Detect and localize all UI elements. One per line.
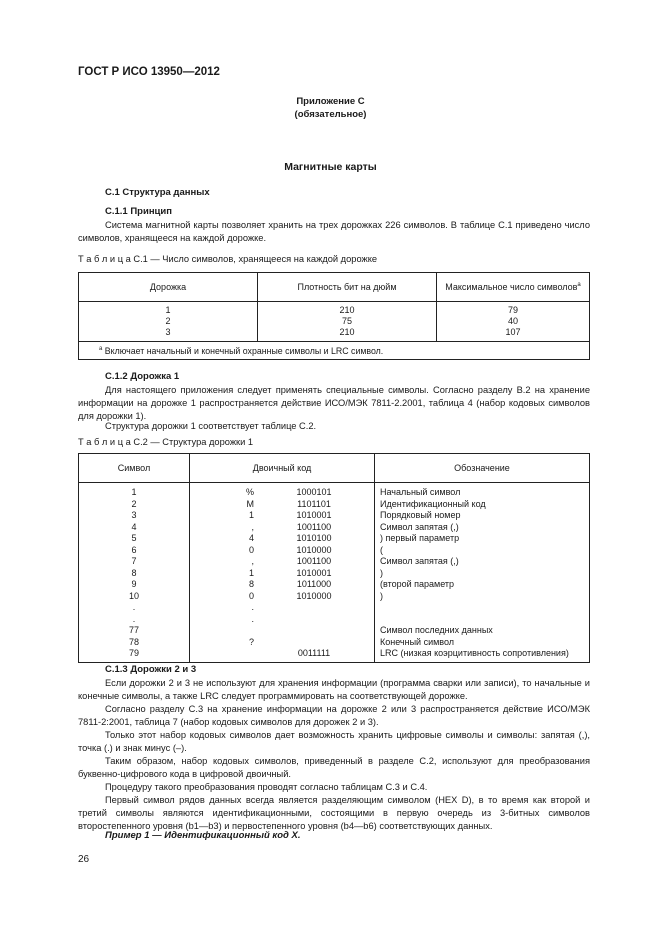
example-1: Пример 1 — Идентификационный код X. xyxy=(105,830,301,841)
paragraph-c13-2 xyxy=(78,703,590,729)
table1-note-text: Включает начальный и конечный охранные символы и LRC символ. xyxy=(102,345,384,356)
paragraph-c12-1 xyxy=(78,384,590,423)
table1-col-track: 1 2 3 xyxy=(79,302,258,342)
annex-title: Приложение С xyxy=(296,96,365,107)
paragraph-c13-4-text: Таким образом, набор кодовых символов, приведенный в разделе С.2, используют для преобразования буквенно-цифрового кода в цифровой двоичный. xyxy=(78,756,590,779)
paragraph-c13-1 xyxy=(78,677,590,703)
paragraph-c13-6-text: Первый символ рядов данных всегда является разделяющим символом (HEX D), в то время как второй и третий символы являются идентификационными, состоящими в первую очередь из 3-битных символов второстепенного уровня (b1—b3) и первостепенного уровня (b4—b6) соответствующих данных. xyxy=(78,795,590,831)
table1-header-maxchars-text: Максимальное число символов xyxy=(445,282,578,292)
table1-caption: Т а б л и ц а С.1 — Число символов, хранящееся на каждой дорожке xyxy=(78,254,378,264)
section-title: Магнитные карты xyxy=(284,161,377,173)
paragraph-c13-4 xyxy=(78,755,590,781)
table1-col-density: 210 75 210 xyxy=(258,302,437,342)
table2-col-code: 1000101 1101101 1010001 1001100 1010100 1010000 1001100 1010001 1011000 1010000 0011111 xyxy=(254,483,375,663)
paragraph-c11-text: Система магнитной карты позволяет хранить на трех дорожках 226 символов. В таблице С.1 приведено число символов, хранящееся на каждой дорожке. xyxy=(78,220,590,243)
heading-c12: С.1.2 Дорожка 1 xyxy=(105,371,180,382)
table1-header-density: Плотность бит на дюйм xyxy=(258,273,437,302)
paragraph-c13-1-text: Если дорожки 2 и 3 не используют для хранения информации (программа сварки или записи), то начальные и конечные символы, а также LRC следует программировать на соответствующей дорожке. xyxy=(78,678,590,701)
table1-header-sup: a xyxy=(577,282,581,288)
table1-header-track: Дорожка xyxy=(79,273,258,302)
document-header: ГОСТ Р ИСО 13950—2012 xyxy=(78,66,220,78)
table2-header-symbol: Символ xyxy=(79,454,190,483)
table2-caption: Т а б л и ц а С.2 — Структура дорожки 1 xyxy=(78,437,254,447)
paragraph-c12-2-text: Структура дорожки 1 соответствует таблице С.2. xyxy=(105,421,317,431)
table2-col-char: % M 1 , 4 0 , 1 8 0 . . ? xyxy=(245,487,254,647)
paragraph-c12-1-text: Для настоящего приложения следует применять специальные символы. Согласно разделу В.2 на хранение информации на дорожке 1 распространяется действие ИСО/МЭК 7811-2.2001, таблица 4 (набор кодовых символов для дорожки 1). xyxy=(78,385,590,421)
annex-status: (обязательное) xyxy=(294,109,367,120)
table2-col-designation: Начальный символ Идентификационный код Порядковый номер Символ запятая (,) ) первый параметр ( Символ запятая (,) ) (второй параметр ) Символ последних данных Конечный символ LRC (низкая коэрцитивность сопротивления) xyxy=(380,487,569,658)
heading-c1: С.1 Структура данных xyxy=(105,187,210,198)
table2-header-binary: Двоичный код xyxy=(190,454,375,483)
paragraph-c13-5-text: Процедуру такого преобразования проводят согласно таблицам С.3 и С.4. xyxy=(105,782,428,792)
paragraph-c13-6 xyxy=(78,794,590,833)
paragraph-c13-5 xyxy=(78,781,590,794)
table1-note-sup: a xyxy=(99,345,103,352)
heading-c11: С.1.1 Принцип xyxy=(105,206,172,217)
paragraph-c13-2-text: Согласно разделу С.3 на хранение информации на дорожке 2 или 3 распространяется действие ИСО/МЭК 7811-2:2001, таблица 7 (набор кодовых символов для дорожек 2 и 3). xyxy=(78,704,590,727)
table2-col-symbol: 1 2 3 4 5 6 7 8 9 10 . . 77 78 79 xyxy=(79,483,190,663)
paragraph-c13-3 xyxy=(78,729,590,755)
table1 xyxy=(78,272,590,360)
paragraph-c13-3-text: Только этот набор кодовых символов дает возможность хранить цифровые символы и символы: запятая (,), точка (.) и знак минус (–). xyxy=(78,730,590,753)
table2 xyxy=(78,453,590,663)
table1-col-maxchars: 79 40 107 xyxy=(437,302,590,342)
page-number: 26 xyxy=(78,854,90,865)
paragraph-c12-2 xyxy=(78,420,590,433)
table1-note xyxy=(79,342,590,360)
table1-header-maxchars xyxy=(437,273,590,302)
paragraph-c11 xyxy=(78,219,590,245)
table2-header-designation: Обозначение xyxy=(375,454,590,483)
heading-c13: С.1.3 Дорожки 2 и 3 xyxy=(105,664,197,675)
